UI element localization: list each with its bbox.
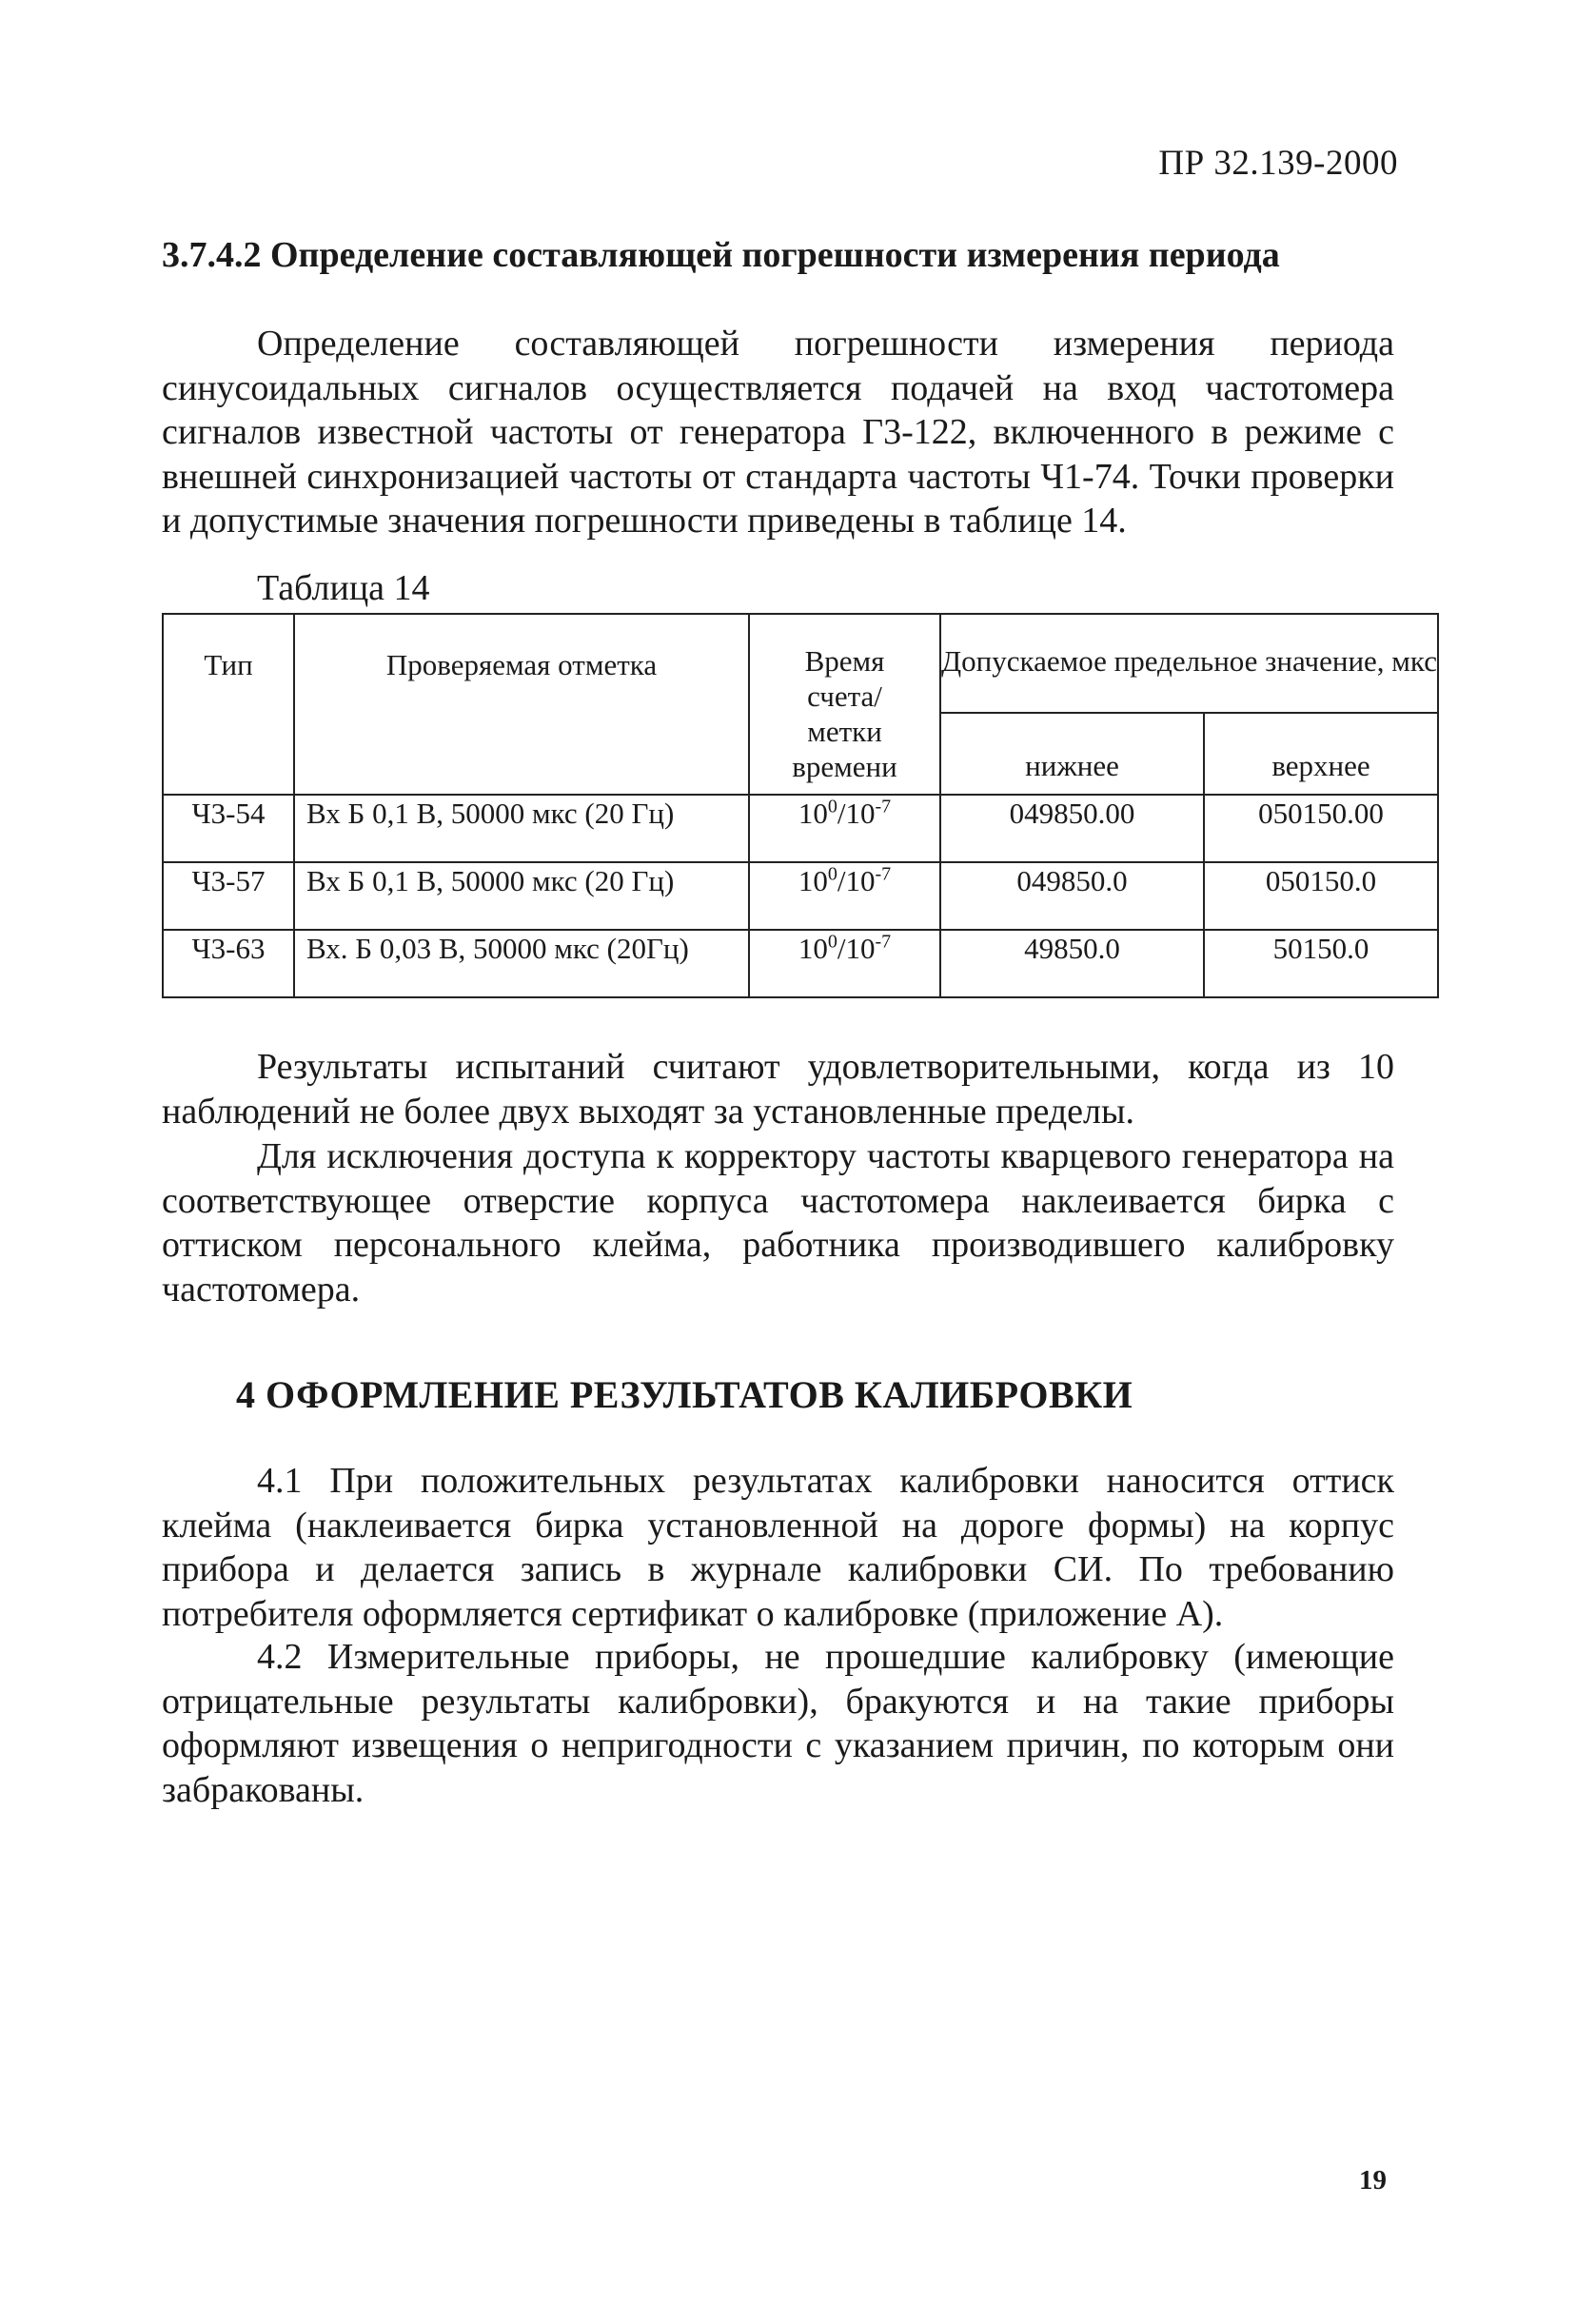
- table-row: [163, 862, 1438, 930]
- cell-type: Ч3-54: [163, 795, 294, 862]
- cell-lower: 49850.0: [940, 930, 1204, 997]
- access-paragraph: Для исключения доступа к корректору частоты кварцевого генератора на соответствующее отверстие корпуса частотомера наклеивается бирка с оттиском персонального клейма, работника производившего калибровку частотомера.: [162, 1136, 1394, 1310]
- cell-mark: Вх Б 0,1 В, 50000 мкс (20 Гц): [294, 862, 749, 930]
- table-row: [163, 795, 1438, 862]
- header-limit: Допускаемое предельное значение, мкс: [940, 614, 1438, 713]
- cell-upper: 050150.0: [1204, 862, 1438, 930]
- cell-type: Ч3-57: [163, 862, 294, 930]
- table-caption: Таблица 14: [257, 568, 430, 608]
- section-4-heading: 4 ОФОРМЛЕНИЕ РЕЗУЛЬТАТОВ КАЛИБРОВКИ: [236, 1373, 1133, 1416]
- cell-time: $10^0/10^{-7}$: [749, 930, 940, 997]
- header-upper: верхнее: [1204, 713, 1438, 795]
- cell-time: $10^0/10^{-7}$: [749, 862, 940, 930]
- section-4-2-paragraph: 4.2 Измерительные приборы, не прошедшие калибровку (имеющие отрицательные результаты калибровки), бракуются и на такие приборы оформляют извещения о непригодности с указанием причин, по которым они забракованы.: [162, 1637, 1394, 1810]
- cell-lower: 049850.00: [940, 795, 1204, 862]
- cell-lower: 049850.0: [940, 862, 1204, 930]
- subsection-paragraph: Определение составляющей погрешности измерения периода синусоидальных сигналов осуществляется подачей на вход частотомера сигналов известной частоты от генератора Г3-122, включенного в режиме с внешней синхронизацией частоты от стандарта частоты Ч1-74. Точки проверки и допустимые значения погрешности приведены в таблице 14.: [162, 324, 1394, 541]
- table-row: [163, 930, 1438, 997]
- cell-upper: 50150.0: [1204, 930, 1438, 997]
- calibration-table: [162, 613, 1439, 998]
- page-number: 19: [1359, 2165, 1387, 2196]
- cell-mark: Вх. Б 0,03 В, 50000 мкс (20Гц): [294, 930, 749, 997]
- header-time: [749, 614, 940, 795]
- cell-upper: 050150.00: [1204, 795, 1438, 862]
- cell-type: Ч3-63: [163, 930, 294, 997]
- document-code: ПР 32.139-2000: [1158, 144, 1398, 183]
- cell-time: $10^0/10^{-7}$: [749, 795, 940, 862]
- header-lower: нижнее: [940, 713, 1204, 795]
- header-mark: Проверяемая отметка: [294, 614, 749, 795]
- subsection-heading: 3.7.4.2 Определение составляющей погрешности измерения периода: [162, 235, 1280, 275]
- header-time-text: Время счета/ метки времени: [792, 644, 897, 783]
- results-paragraph: Результаты испытаний считают удовлетворительными, когда из 10 наблюдений не более двух выходят за установленные пределы.: [162, 1047, 1394, 1132]
- section-4-1-paragraph: 4.1 При положительных результатах калибровки наносится оттиск клейма (наклеивается бирка установленной на дороге формы) на корпус прибора и делается запись в журнале калибровки СИ. По требованию потребителя оформляется сертификат о калибровке (приложение А).: [162, 1461, 1394, 1634]
- header-type: Тип: [163, 614, 294, 795]
- cell-mark: Вх Б 0,1 В, 50000 мкс (20 Гц): [294, 795, 749, 862]
